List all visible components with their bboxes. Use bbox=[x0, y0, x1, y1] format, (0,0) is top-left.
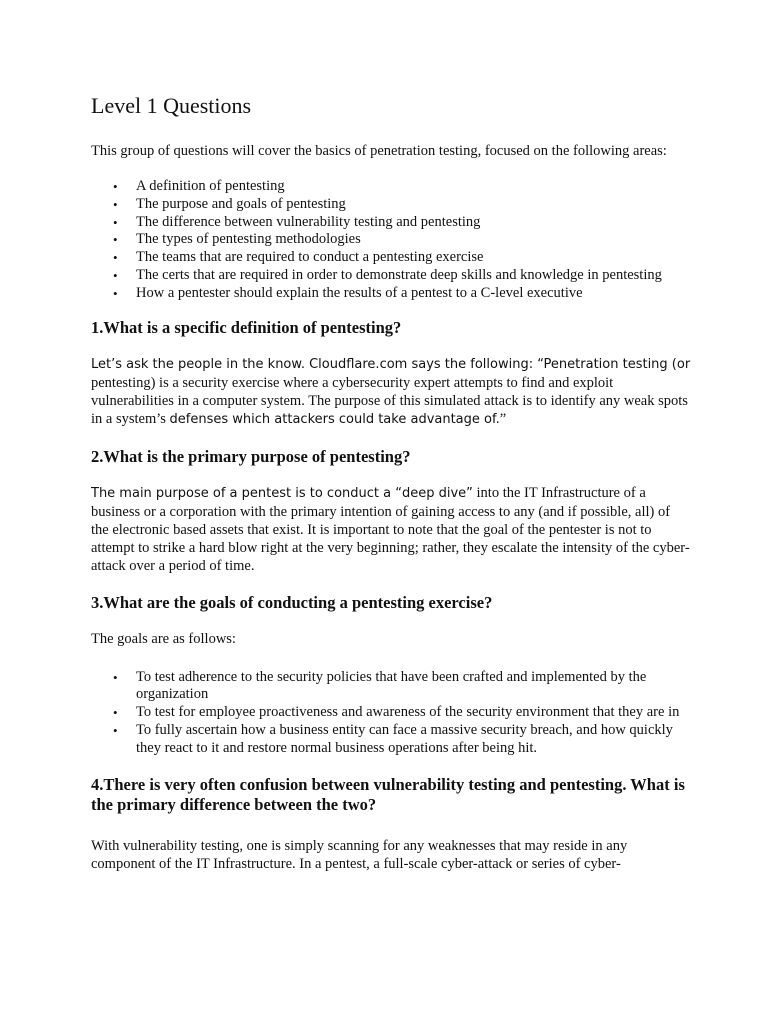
list-item: • The purpose and goals of pentesting bbox=[113, 195, 346, 212]
list-item: • To test adherence to the security policies that have been crafted and implemented by the organization bbox=[113, 668, 647, 703]
bullet-icon: • bbox=[113, 267, 118, 283]
page-title: Level 1 Questions bbox=[91, 93, 252, 118]
bullet-icon: • bbox=[113, 179, 118, 194]
list-item: • The difference between vulnerability testing and pentesting bbox=[113, 213, 481, 230]
question-1-answer: Let’s ask the people in the know. Cloudflare.com says the following: “Penetration testing (or pentesting) is a security exercise where a cybersecurity expert attempts to find and exploit vulnerabilities in a computer system. The purpose of this simulated attack is to identify any weak spots in a system’s defenses which attackers could take advantage of.” bbox=[91, 356, 691, 427]
bullet-icon: • bbox=[113, 196, 118, 212]
list-item: • The certs that are required in order to demonstrate deep skills and knowledge in pentesting bbox=[113, 266, 662, 283]
question-4-heading: 4.There is very often confusion between vulnerability testing and pentesting. What is the primary difference between the two? bbox=[91, 774, 685, 814]
question-4-answer: With vulnerability testing, one is simply scanning for any weaknesses that may reside in any component of the IT Infrastructure. In a pentest, a full-scale cyber-attack or series of cyber- bbox=[91, 837, 628, 872]
question-2-heading: 2.What is the primary purpose of pentesting? bbox=[91, 446, 411, 466]
question-2-answer: The main purpose of a pentest is to conduct a “deep dive” into the IT Infrastructure of a business or a corporation with the primary intention of gaining access to any (and if possible, all) of the electronic based assets that exist. It is important to note that the goal of the pentester is not to attempt to strike a hard blow right at the very beginning; rather, they escalate the intensity of the cyber-attack over a period of time. bbox=[91, 484, 690, 574]
bullet-icon: • bbox=[113, 285, 118, 301]
areas-list bbox=[91, 178, 691, 303]
bullet-icon: • bbox=[113, 250, 118, 266]
list-item: • To test for employee proactiveness and awareness of the security environment that they are in bbox=[113, 704, 680, 721]
list-item: • How a pentester should explain the results of a pentest to a C-level executive bbox=[113, 284, 583, 301]
list-item: • To fully ascertain how a business entity can face a massive security breach, and how quickly they react to it and restore normal business operations after being hit. bbox=[113, 721, 673, 756]
bullet-icon: • bbox=[113, 214, 118, 230]
goals-list bbox=[91, 669, 691, 758]
bullet-icon: • bbox=[113, 232, 118, 248]
list-item: • The types of pentesting methodologies bbox=[113, 231, 361, 248]
bullet-icon: • bbox=[113, 705, 118, 721]
bullet-icon: • bbox=[113, 722, 118, 738]
list-item: • A definition of pentesting bbox=[113, 178, 285, 194]
goals-intro: The goals are as follows: bbox=[91, 630, 236, 647]
intro-paragraph: This group of questions will cover the basics of penetration testing, focused on the following areas: bbox=[91, 143, 667, 159]
list-item: • The teams that are required to conduct a pentesting exercise bbox=[113, 249, 484, 266]
bullet-icon: • bbox=[113, 669, 118, 685]
document-page bbox=[91, 92, 691, 873]
question-3-heading: 3.What are the goals of conducting a pentesting exercise? bbox=[91, 592, 493, 612]
question-1-heading: 1.What is a specific definition of pentesting? bbox=[91, 317, 402, 337]
